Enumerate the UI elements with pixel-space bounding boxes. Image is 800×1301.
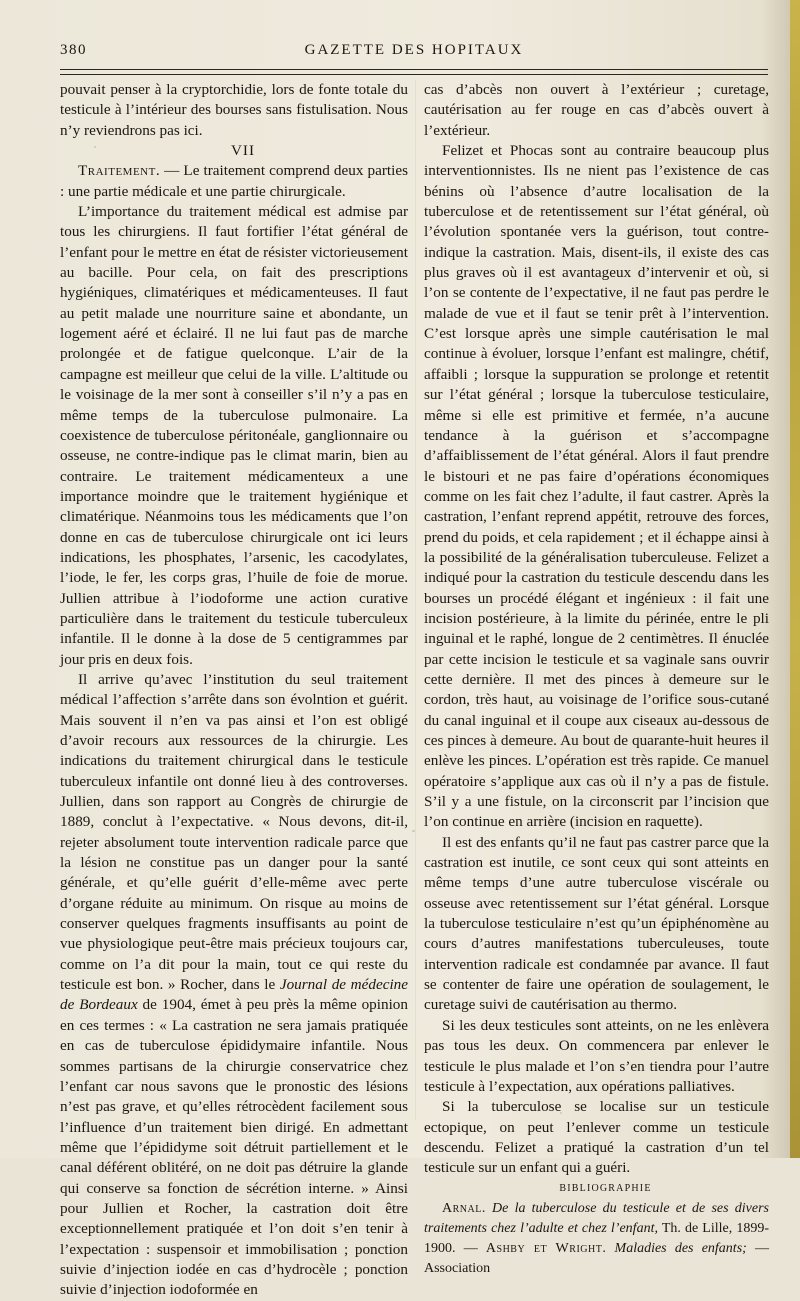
section-heading: VII bbox=[230, 142, 256, 160]
page-edge bbox=[790, 0, 800, 1158]
bibliography-heading: BIBLIOGRAPHIE bbox=[559, 1182, 652, 1194]
paragraph-no-castration: Il est des enfants qu’il ne faut pas castrer parce que la castration est inutile, ce sont ceux qui sont atteints en même temps d’une autre tuberculose viscérale ou osseuse avec retentissement sur l’état général. Lorsque la tuberculose testiculaire n’est qu’un épiphénomène au cours d’autres manifestations tuberculeuses, toute intervention radicale est condamnée par avance. Il faut se contenter de faire une opération de soulagement, le curetage suivi de cautérisation au thermo. bbox=[424, 833, 769, 1014]
scan-speck bbox=[560, 1112, 562, 1114]
biblio-author-2: Ashby et Wright. bbox=[485, 1240, 607, 1256]
right-column bbox=[424, 80, 769, 1279]
page-header bbox=[60, 42, 768, 64]
biblio-title-2: Maladies des enfants; bbox=[606, 1240, 747, 1256]
surgical-text-a: Il arrive qu’avec l’institution du seul traitement médical l’affection s’arrête dans son évolntion et guérit. Mais souvent il n’en va pas ainsi et l’on est obligé d’avoir recours aux ressources de la chirurgie. Les indications du traitement chirurgical dans le testicule tuberculeux infantile ont donné lieu à des controverses. Jullien, dans son rapport au Congrès de chirurgie de 1889, conclut à l’expectative. « Nous devons, dit-il, rejeter absolument toute intervention radicale parce que la lésion ne constitue pas un danger pour la santé générale, et qu’elle guérit d’elle-même avec perte d’organe réduite au minimum. On risque au moins de conserver quelques fragments insuffisants au point de vue physiologique peut-être mais précieux toujours car, comme on l’a dit pour la main, tout ce qui reste du testicule est bon. » Rocher, dans le bbox=[60, 670, 408, 994]
paragraph-bilateral: Si les deux testicules sont atteints, on ne les enlèvera pas tous les deux. On commencera par enlever le testicule le plus malade et l’on s’en tiendra pour l’autre testicule à l’expectation, aux opérations palliatives. bbox=[424, 1016, 769, 1095]
traitement-text: — Le traitement comprend deux parties : une partie médicale et une partie chirurgicale. bbox=[60, 162, 408, 200]
paragraph-surgical-indications bbox=[60, 670, 408, 1301]
bibliography-entry bbox=[424, 1199, 769, 1279]
surgical-text-b: de 1904, émet à peu près la même opinion en ces termes : « La castration ne sera jamais pratiquée en cas de tuberculose épididymaire infantile. Nous sommes partisans de la chirurgie conservatrice chez l’enfant car nous savons que le pronostic des lésions n’est pas grave, et qu’elles rétrocèdent facilement sous l’influence d’un traitement bien dirigé. En admettant même que l’épididyme soit détruit partiellement et le canal déférent oblitéré, on ne doit pas détruire la glande qui conserve sa fonction de sécrétion interne. » Ainsi pour Jullien et Rocher, la castration doit être exceptionnellement pratiquée et l’on doit s’en tenir à l’expectation : suspensoir et immobilisation ; ponction suivie d’injection iodée en cas d’hydrocèle ; ponction suivie d’injection iodoformée en bbox=[60, 996, 408, 1299]
biblio-author-1: Arnal. bbox=[442, 1200, 486, 1216]
traitement-label: Traitement. bbox=[78, 162, 161, 180]
paragraph-continued-right: cas d’abcès non ouvert à l’extérieur ; curetage, cautérisation au fer rouge en cas d’abcès ouvert à l’extérieur. bbox=[424, 81, 769, 139]
journal-title: Journal de médecine de Bordeaux bbox=[60, 976, 409, 1014]
paragraph-traitement bbox=[60, 161, 408, 202]
paragraph-continued: pouvait penser à la cryptorchidie, lors de fonte totale du testicule à l’intérieur des bourses sans fistulisation. Nous n’y reviendrons pas ici. bbox=[60, 81, 408, 139]
paragraph-medical-treatment: L’importance du traitement médical est admise par tous les chirurgiens. Il faut fortifier l’état général de l’enfant pour le mettre en état de résister victorieusement au bacille. Pour cela, on fait des prescriptions hygiéniques, climatériques et médicamenteuses. Il faut au petit malade une nourriture saine et abondante, un logement aéré et éclairé. Il ne lui faut pas de marche prolongée et de fatigue quelconque. L’air de la campagne est meilleur que celui de la ville. L’altitude ou le voisinage de la mer sont à conseiller s’il n’y a pas en même temps de la tuberculose pulmonaire. La coexistence de tuberculose péritonéale, ganglionnaire ou osseuse, ne contre-indique pas le climat marin, bien au contraire. Le traitement médicamenteux a une importance moindre que le traitement hygiénique et climatérique. Néanmoins tous les médicaments que l’on donne en cas de tuberculose chirurgicale ont ici leurs indications, les phosphates, l’arsenic, les cacodylates, l’iode, le fer, les corps gras, l’huile de foie de morue. Jullien attribue à l’iodoforme une action curative particulière dans le traitement du testicule tuberculeux infantile. Il le donne à la dose de 5 centigrammes par jour pris en deux fois. bbox=[60, 203, 408, 668]
paragraph-felizet-phocas: Felizet et Phocas sont au contraire beaucoup plus interventionnistes. Ils ne nient pas l’existence de cas bénins où l’absence d’autre localisation de la tuberculose et de retentissement sur l’état général, où l’évolution spontanée vers la guérison, tout contre-indique la castration. Mais, disent-ils, il existe des cas plus graves où il est avantageux d’intervenir et où, si l’on se contente de l’expectative, il ne faut pas perdre le malade de vue et il faut se tenir prêt à l’intervention. C’est lorsque après une simple cautérisation le mal continue à évoluer, lorsque l’enfant est malingre, chétif, affaibli ; lorsque la suppuration se prolonge et retentit sur l’état général ; lorsque la tuberculose testiculaire, même si elle est primitive et fermée, n’a aucune tendance à la guérison et s’accompagne d’affaiblissement de l’état général. Alors il faut prendre le bistouri et ne pas faire d’opérations économiques comme on les fait chez l’adulte, il faut castrer. Après la castration, l’enfant reprend appétit, retrouve des forces, prend du poids, et cela rapidement ; et il échappe ainsi à la possibilité de la généralisation tuberculeuse. Felizet a indiqué pour la castration du testicule descendu dans les bourses un procédé élégant et ingénieux : il fait une incision postérieure, à la limite du périnée, entre le pli inguinal et le raphé, longue de 2 centimètres. Il énuclée par cette incision le testicule et sa vaginale sans ouvrir cette dernière. Il met des pinces à demeure sur le cordon, très haut, au voisinage de l’orifice sous-cutané du canal inguinal et il coupe aux ciseaux au-dessous de ces pinces à demeure. Au bout de quarante-huit heures il enlève les pinces. L’opération est très rapide. Ce manuel opératoire s’applique aux cas où il n’y a pas de fistule. S’il y a une fistule, on la circonscrit par l’incision que l’on continue en arrière (incision en raquette). bbox=[424, 142, 769, 831]
paragraph-ectopic: Si la tuberculose se localise sur un testicule ectopique, on peut l’enlever comme un testicule descendu. Felizet a pratiqué la castration d’un tel testicule sur un enfant qui a guéri. bbox=[424, 1098, 769, 1177]
page-number: 380 bbox=[60, 42, 87, 58]
left-column bbox=[60, 80, 408, 1301]
scan-speck bbox=[94, 146, 96, 148]
biblio-title-1: De la tuberculose du testicule et de ses divers traitements chez l’adulte et chez l’enfant, bbox=[424, 1200, 769, 1236]
header-rule bbox=[60, 69, 768, 75]
biblio-rest-2: — Association bbox=[424, 1240, 770, 1276]
running-title: GAZETTE DES HOPITAUX bbox=[304, 42, 524, 58]
biblio-separator: — bbox=[455, 1240, 486, 1256]
biblio-rest-1: Th. de Lille, 1899-1900. bbox=[424, 1220, 769, 1256]
scan-speck bbox=[412, 830, 415, 832]
column-divider bbox=[415, 80, 416, 1120]
